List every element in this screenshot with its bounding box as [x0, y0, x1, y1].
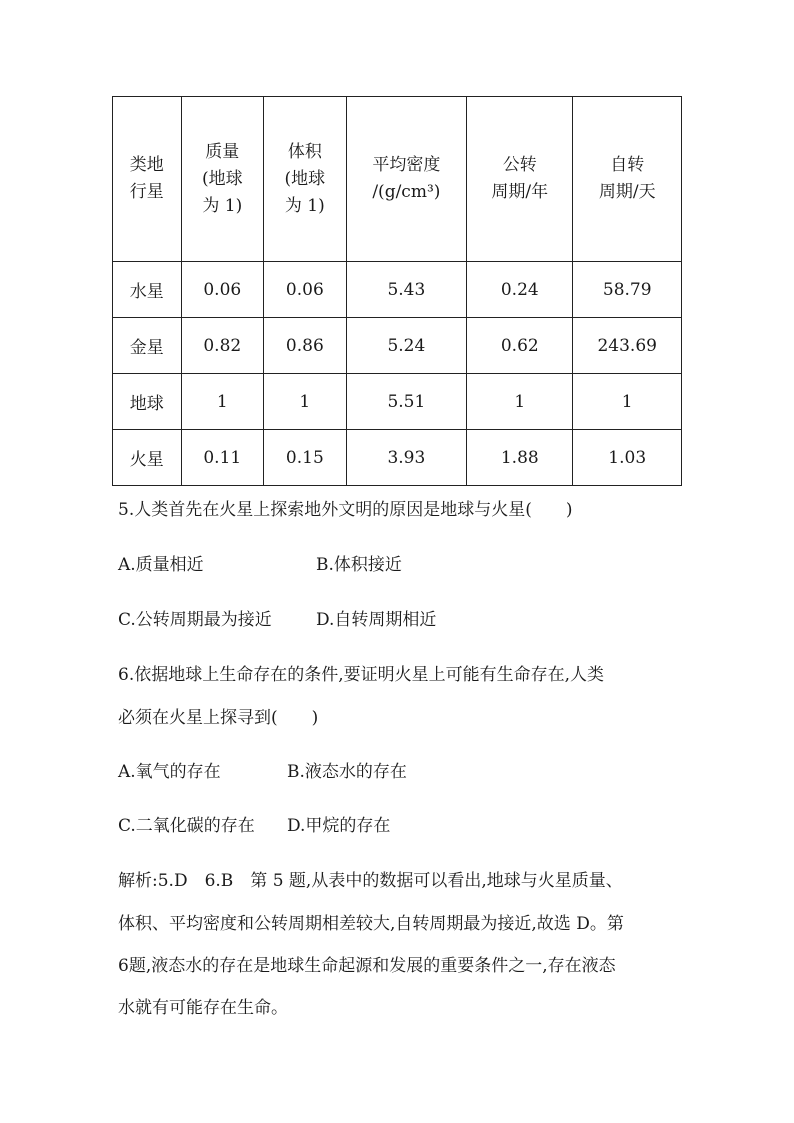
question-6-options-row-2 [118, 811, 678, 836]
header-cell-rotation-period: 自转 周期/天 [573, 97, 682, 262]
table-cell: 0.06 [264, 262, 347, 318]
header-cell-planet: 类地 行星 [113, 97, 182, 262]
analysis-line-3: 6题,液态水的存在是地球生命起源和发展的重要条件之一,存在液态 [118, 956, 616, 976]
question-5-options-row-2 [118, 605, 678, 630]
question-5-options-row-1 [118, 550, 678, 575]
table-cell: 0.11 [181, 430, 264, 486]
header-cell-mass: 质量 (地球 为 1) [181, 97, 264, 262]
table-cell: 5.24 [346, 318, 466, 374]
table-cell: 3.93 [346, 430, 466, 486]
question-5-option-a: A.质量相近 [118, 555, 204, 575]
question-5-option-b: B.体积接近 [316, 555, 402, 575]
analysis-line-1: 解析:5.D 6.B 第 5 题,从表中的数据可以看出,地球与火星质量、 [118, 871, 623, 891]
question-5-stem: 5.人类首先在火星上探索地外文明的原因是地球与火星( ) [118, 500, 573, 520]
table-cell: 1 [573, 374, 682, 430]
table-cell: 243.69 [573, 318, 682, 374]
table-cell: 58.79 [573, 262, 682, 318]
table-cell: 1 [467, 374, 573, 430]
table-header-row [113, 97, 682, 262]
question-6-stem-line-1: 6.依据地球上生命存在的条件,要证明火星上可能有生命存在,人类 [118, 665, 605, 685]
table-cell: 5.43 [346, 262, 466, 318]
table-row [113, 374, 682, 430]
table-cell: 0.06 [181, 262, 264, 318]
table-cell: 1.88 [467, 430, 573, 486]
table-cell: 0.86 [264, 318, 347, 374]
question-6-option-d: D.甲烷的存在 [287, 816, 391, 836]
table-cell: 金星 [113, 318, 182, 374]
header-cell-orbital-period: 公转 周期/年 [467, 97, 573, 262]
header-cell-density: 平均密度 /(g/cm³) [346, 97, 466, 262]
question-5-option-c: C.公转周期最为接近 [118, 610, 272, 630]
table-cell: 1 [181, 374, 264, 430]
question-6-options-row-1 [118, 757, 678, 782]
table-row [113, 318, 682, 374]
question-6-option-a: A.氧气的存在 [118, 762, 221, 782]
table-cell: 1.03 [573, 430, 682, 486]
table-row [113, 262, 682, 318]
analysis-line-2: 体积、平均密度和公转周期相差较大,自转周期最为接近,故选 D。第 [118, 914, 624, 934]
header-cell-volume: 体积 (地球 为 1) [264, 97, 347, 262]
planet-data-table [112, 96, 682, 486]
table-cell: 0.82 [181, 318, 264, 374]
table-cell: 水星 [113, 262, 182, 318]
table-cell: 5.51 [346, 374, 466, 430]
table-row [113, 430, 682, 486]
table-cell: 地球 [113, 374, 182, 430]
question-6-option-b: B.液态水的存在 [287, 762, 407, 782]
question-5-option-d: D.自转周期相近 [316, 610, 437, 630]
table-cell: 0.24 [467, 262, 573, 318]
question-6-stem-line-2: 必须在火星上探寻到( ) [118, 708, 319, 728]
question-6-option-c: C.二氧化碳的存在 [118, 816, 255, 836]
table-cell: 0.15 [264, 430, 347, 486]
table-cell: 1 [264, 374, 347, 430]
analysis-line-4: 水就有可能存在生命。 [118, 998, 288, 1018]
table-cell: 0.62 [467, 318, 573, 374]
table-cell: 火星 [113, 430, 182, 486]
